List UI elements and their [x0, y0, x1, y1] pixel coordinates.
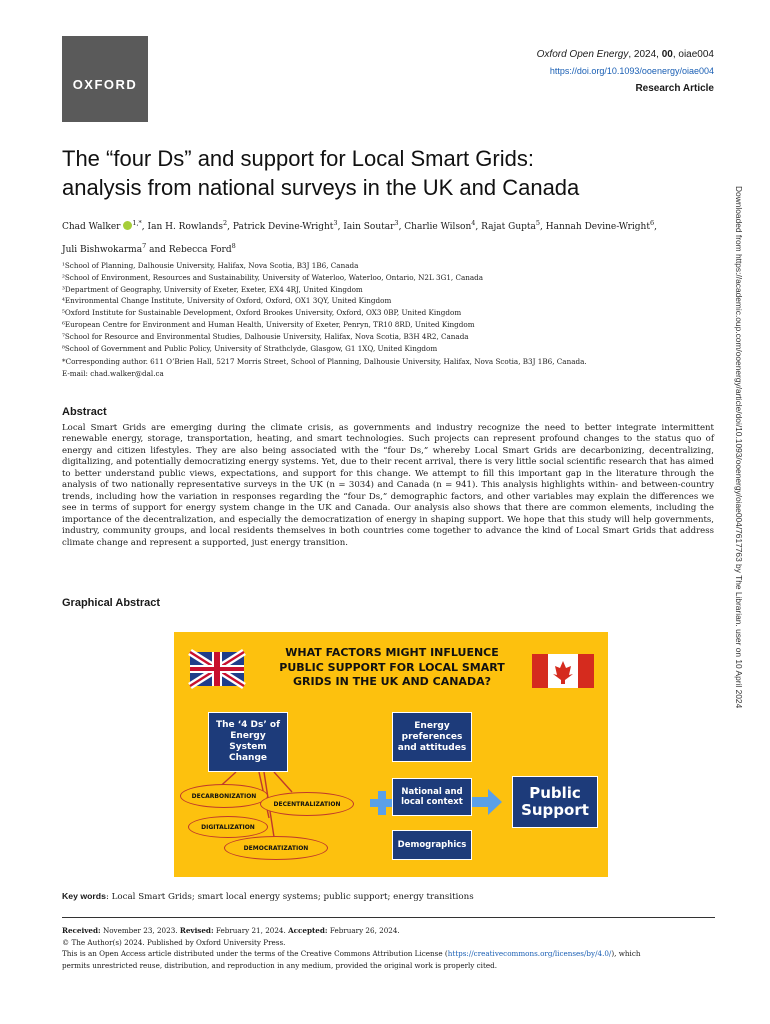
affiliation: ¹School of Planning, Dalhousie University, Halifax, Nova Scotia, B3J 1B6, Canada — [62, 261, 359, 270]
affiliation: ³Department of Geography, University of Exeter, Exeter, EX4 4RJ, United Kingdom — [62, 284, 363, 294]
affiliation: ²School of Environment, Resources and Sustainability, University of Waterloo, Waterloo, Ontario, N2L 3G1, Canada — [62, 272, 484, 282]
copyright: © The Author(s) 2024. Published by Oxford University Press. — [62, 937, 286, 947]
author-affiliation-mark: 6 — [649, 219, 655, 227]
abstract-heading: Abstract — [62, 406, 107, 418]
author-separator: , — [141, 222, 148, 232]
uk-flag-icon — [190, 652, 244, 686]
demographics-box: Demographics — [392, 830, 472, 860]
author-affiliation-mark: 3 — [394, 219, 399, 227]
author-name: Patrick Devine-Wright — [232, 222, 334, 232]
graphical-abstract-heading: Graphical Abstract — [62, 597, 161, 609]
author-name: Hannah Devine-Wright — [545, 222, 650, 232]
author-affiliation-mark: 8 — [231, 242, 236, 250]
affiliations — [62, 260, 712, 380]
author-name: Iain Soutar — [343, 222, 395, 232]
journal-info — [537, 46, 714, 97]
plus-icon — [370, 791, 394, 815]
doi-link[interactable]: https://doi.org/10.1093/ooenergy/oiae004 — [549, 66, 714, 76]
author-affiliation-mark: 4 — [471, 219, 476, 227]
author-separator: , — [398, 222, 405, 232]
author-affiliation-mark: 1,* — [132, 219, 142, 227]
author-name: Rajat Gupta — [481, 222, 536, 232]
affiliation: ⁵Oxford Institute for Sustainable Development, Oxford Brookes University, Oxford, OX3 0BP, United Kingdom — [62, 308, 462, 318]
affiliation: ⁶European Centre for Environment and Human Health, University of Exeter, Penryn, TR10 8RD, United Kingdom — [62, 319, 475, 329]
author-name: Juli Bishwokarma — [62, 245, 143, 255]
license: This is an Open Access article distributed under the terms of the Creative Commons Attribution License (https://creativecommons.org/licenses/by/4.0/), which — [62, 949, 641, 958]
pill-decarbonization: DECARBONIZATION — [180, 784, 268, 808]
pill-democratization: DEMOCRATIZATION — [224, 836, 328, 860]
author-affiliation-mark: 2 — [223, 219, 228, 227]
article-title: The “four Ds” and support for Local Smart Grids: analysis from national surveys in the UK and Canada — [62, 146, 580, 200]
pill-digitalization: DIGITALIZATION — [188, 816, 268, 838]
author-separator: , — [654, 222, 657, 232]
orcid-icon[interactable] — [123, 221, 132, 230]
corresponding-author: *Corresponding author. 611 O’Brien Hall, 5217 Morris Street, School of Planning, Dalhousie University, Halifax, Nova Scotia, B3J 1B6, Canada. — [62, 357, 587, 367]
graphical-abstract — [174, 632, 608, 877]
ga-question: WHAT FACTORS MIGHT INFLUENCE PUBLIC SUPPORT FOR LOCAL SMART GRIDS IN THE UK AND CANADA? — [279, 646, 505, 688]
pill-decentralization: DECENTRALIZATION — [260, 792, 354, 816]
dates: Received: November 23, 2023. Revised: February 21, 2024. Accepted: February 26, 2024. — [62, 926, 400, 935]
author-separator: , — [475, 222, 482, 232]
journal-citation: Oxford Open Energy, 2024, 00, oiae004 — [536, 49, 714, 60]
logo-text: OXFORD — [72, 77, 138, 92]
energy-preferences-box: Energy preferences and attitudes — [392, 712, 472, 762]
author-separator: , — [227, 222, 233, 232]
canada-flag-icon — [532, 654, 594, 688]
author-name: Chad Walker — [62, 222, 121, 232]
download-watermark: Downloaded from https://academic.oup.com/ooenergy/article/doi/10.1093/ooenergy/oiae004/7617763 by The Librarian. user on 10 April 2024 — [734, 186, 744, 709]
author-affiliation-mark: 3 — [333, 219, 338, 227]
author-affiliation-mark: 7 — [142, 242, 147, 250]
author-name: Rebecca Ford — [168, 245, 232, 255]
four-ds-box: The ‘4 Ds’ of Energy System Change — [208, 712, 288, 772]
footer-divider — [62, 917, 715, 918]
license-line2: permits unrestricted reuse, distribution, and reproduction in any medium, provided the original work is properly cited. — [62, 960, 498, 970]
affiliation: ⁴Environmental Change Institute, University of Oxford, Oxford, OX1 3QY, United Kingdom — [62, 296, 392, 306]
author-separator: , — [337, 222, 344, 232]
national-context-box: National and local context — [392, 778, 472, 816]
author-name: Charlie Wilson — [404, 222, 472, 232]
oxford-logo — [62, 36, 148, 122]
email[interactable]: E-mail: chad.walker@dal.ca — [62, 369, 164, 379]
article-footer — [62, 925, 722, 971]
keywords: Key words: Local Smart Grids; smart local energy systems; public support; energy transitions — [62, 891, 474, 902]
author-list — [62, 214, 712, 260]
author-affiliation-mark: 5 — [535, 219, 541, 227]
license-link[interactable]: https://creativecommons.org/licenses/by/4.0/ — [447, 949, 612, 958]
abstract-text: Local Smart Grids are emerging during the climate crisis, as governments and industry recognize the need to better integrate intermittent renewable energy, storage, transportation, heating, and smart technologies. Such projects can represent profound changes to the status quo of energy and citizen lifestyles. They are also being associated with the “four Ds,” whereby Local Smart Grids are decarbonizing, decentralizing, digitalizing, and potentially democratizing energy systems. Yet, due to their recent arrival, there is very little social scientific research that has aimed to better understand public views, expectations, and support for this change. We attempt to fill this important gap in the literature through the analysis of two nationally representative surveys in the UK (n = 3034) and Canada (n = 941). This analysis highlights within- and between-country trends, including how the variation in responses regarding the “four Ds,” demographic factors, and other variables may explain the differences we see in terms of support for energy system change in the UK and Canada. Our analysis also shows that there are common elements, including the importance of the decentralization, and especially the democratization of energy in shaping support. We hope that this study will help governments, industry, community groups, and local residents themselves in both countries come together to advance the kind of Local Smart Grids that address climate change and represent a supported, just energy transition. — [62, 423, 714, 548]
affiliation: ⁷School for Resource and Environmental Studies, Dalhousie University, Halifax, Nova Scotia, B3H 4R2, Canada — [62, 331, 469, 341]
affiliation: ⁸School of Government and Public Policy, University of Strathclyde, Glasgow, G1 1XQ, United Kingdom — [62, 343, 438, 353]
public-support-box: Public Support — [512, 776, 598, 828]
author-separator: , — [540, 222, 546, 232]
author-name: Ian H. Rowlands — [147, 222, 223, 232]
article-type: Research Article — [635, 83, 714, 94]
author-separator: and — [146, 245, 169, 255]
arrow-right-icon — [472, 789, 502, 815]
